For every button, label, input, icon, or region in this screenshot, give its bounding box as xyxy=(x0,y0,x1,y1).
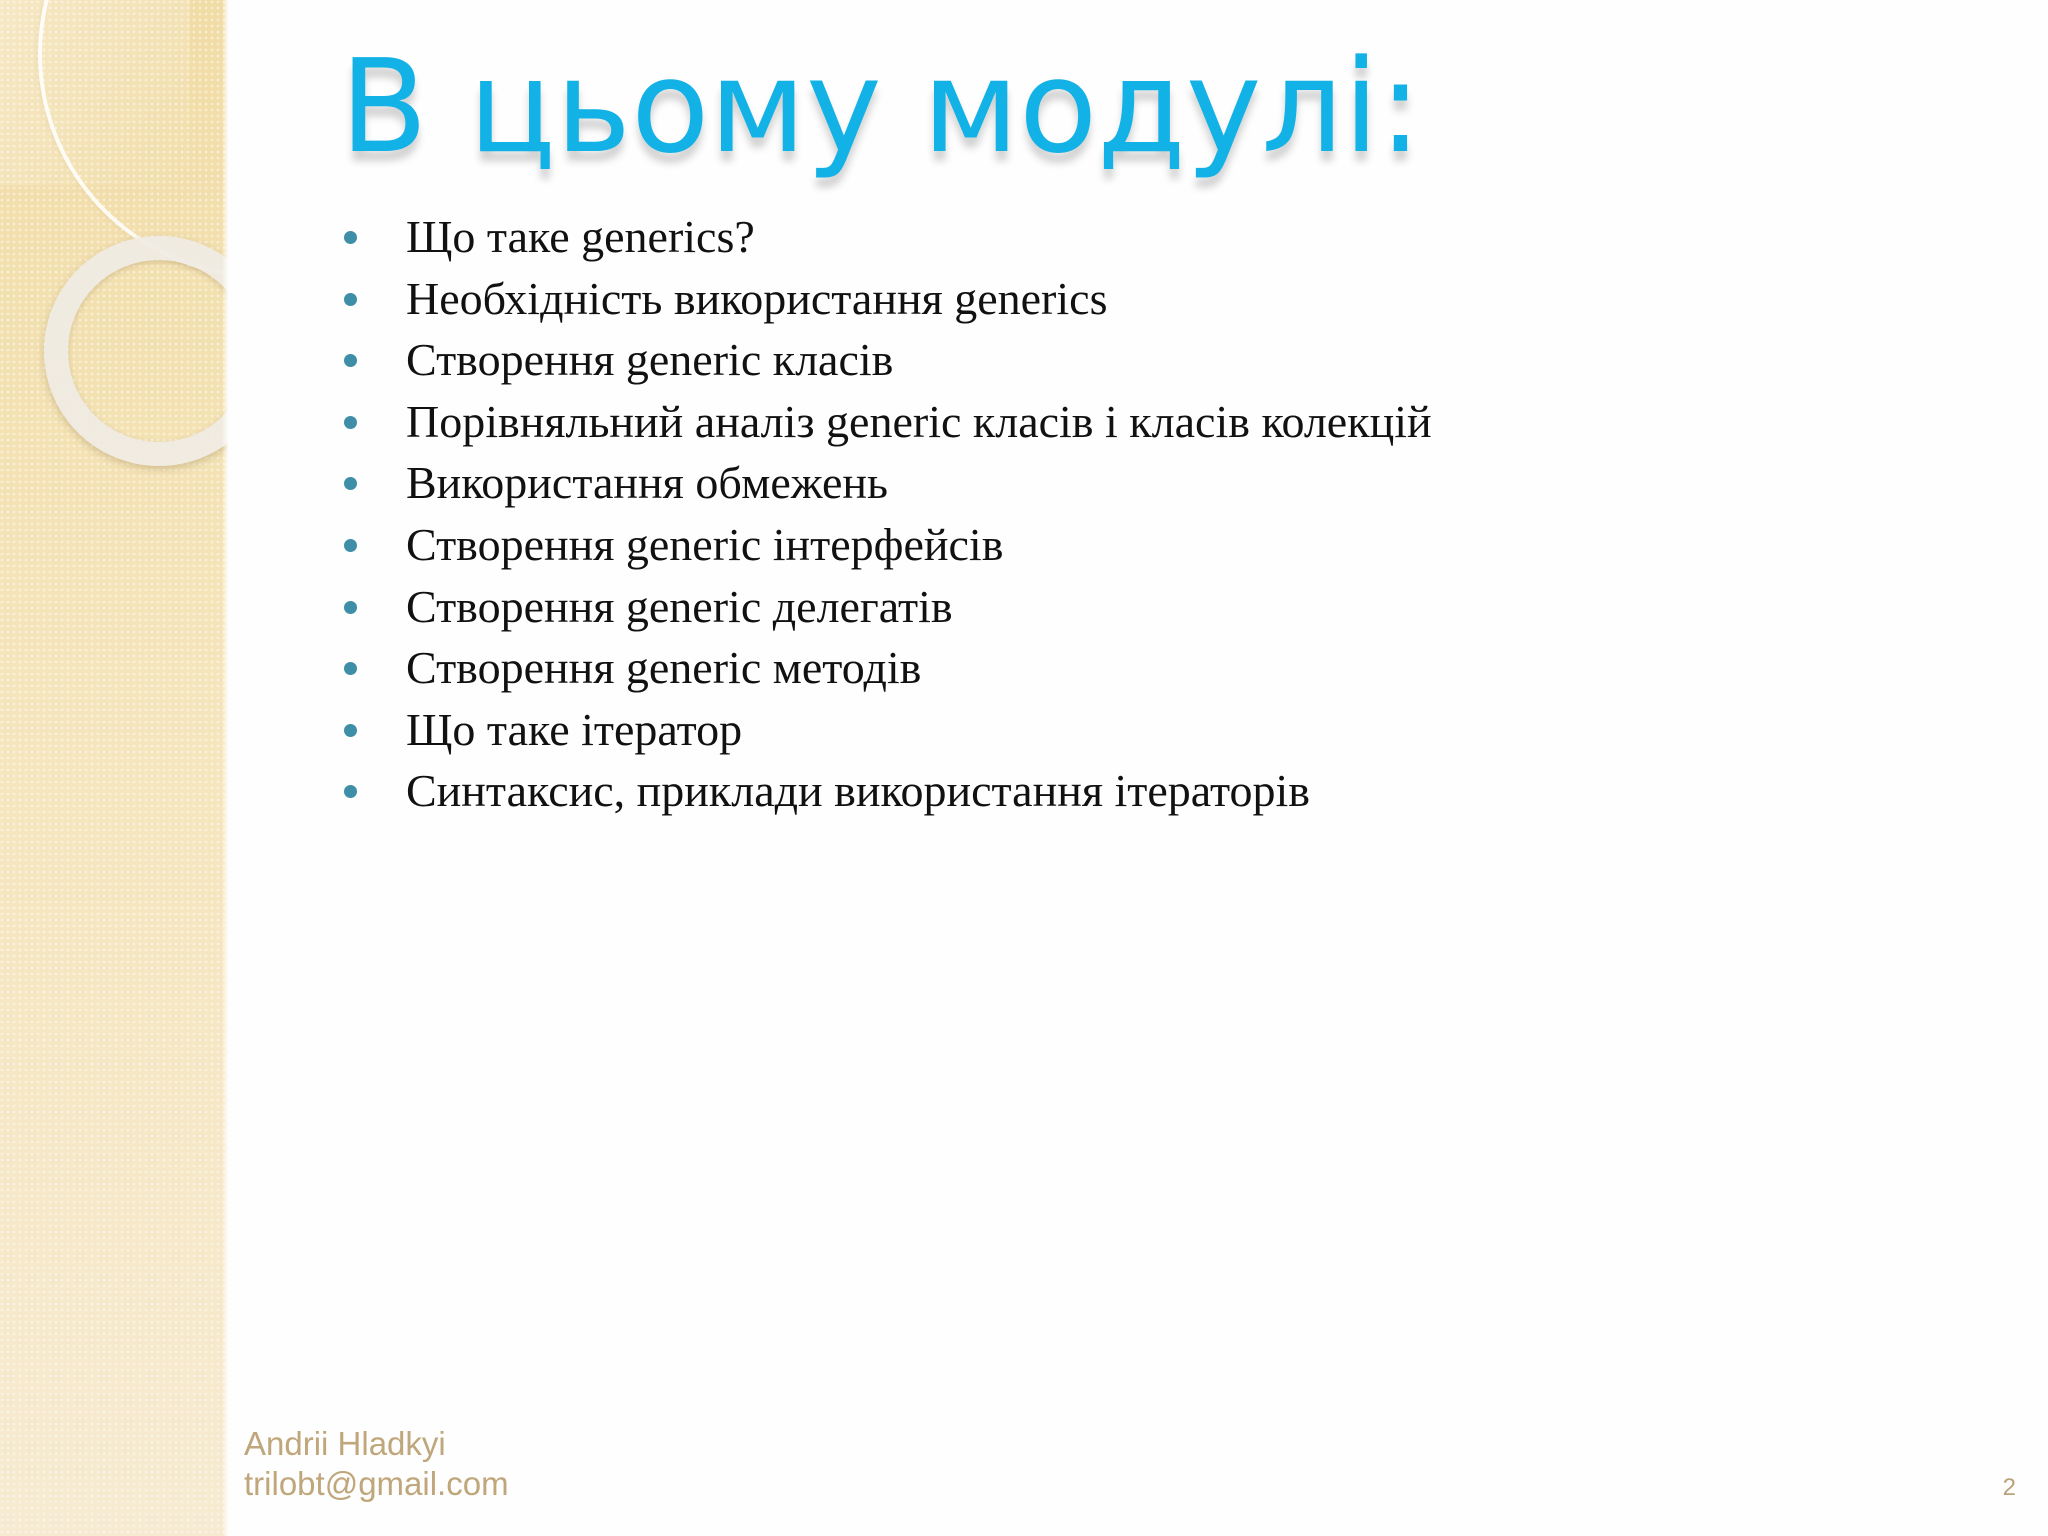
bullet-item xyxy=(340,452,1432,514)
footer-author: Andrii Hladkyi xyxy=(244,1425,446,1462)
bullet-text: Створення generic делегатів xyxy=(406,580,953,632)
bullet-dot-icon xyxy=(344,231,357,244)
bullet-item xyxy=(340,699,1432,761)
bullet-item xyxy=(340,514,1432,576)
decorative-ring xyxy=(44,236,228,466)
bullet-dot-icon xyxy=(344,293,357,306)
bullet-item xyxy=(340,268,1432,330)
footer-email: trilobt@gmail.com xyxy=(244,1465,509,1502)
bullet-dot-icon xyxy=(344,601,357,614)
bullet-text: Створення generic класів xyxy=(406,334,894,386)
bullet-item xyxy=(340,391,1432,453)
bullet-dot-icon xyxy=(344,724,357,737)
footer xyxy=(244,1424,509,1504)
bullet-text: Використання обмежень xyxy=(406,457,888,509)
bullet-text: Створення generic методів xyxy=(406,642,922,694)
bullet-text: Необхідність використання generics xyxy=(406,272,1108,324)
slide-title: В цьому модулі: xyxy=(340,33,1422,182)
bullet-text: Синтаксис, приклади використання ітераторів xyxy=(406,765,1311,817)
bullet-dot-icon xyxy=(344,662,357,675)
bullet-dot-icon xyxy=(344,477,357,490)
bullet-item xyxy=(340,760,1432,822)
bullet-item xyxy=(340,206,1432,268)
bullet-dot-icon xyxy=(344,539,357,552)
bullet-text: Порівняльний аналіз generic класів і класів колекцій xyxy=(406,395,1432,447)
decorative-side-panel xyxy=(0,0,228,1536)
bullet-dot-icon xyxy=(344,354,357,367)
bullet-text: Що таке generics? xyxy=(406,211,755,262)
bullet-item xyxy=(340,576,1432,638)
bullet-text: Створення generic інтерфейсів xyxy=(406,518,1004,570)
page-number: 2 xyxy=(2002,1474,2016,1501)
bullet-dot-icon xyxy=(344,785,357,798)
bullet-text: Що таке ітератор xyxy=(406,703,743,755)
bullet-item xyxy=(340,637,1432,699)
bullet-dot-icon xyxy=(344,416,357,429)
decorative-arc xyxy=(38,0,228,278)
bullet-item xyxy=(340,329,1432,391)
bullet-list xyxy=(340,206,1432,822)
